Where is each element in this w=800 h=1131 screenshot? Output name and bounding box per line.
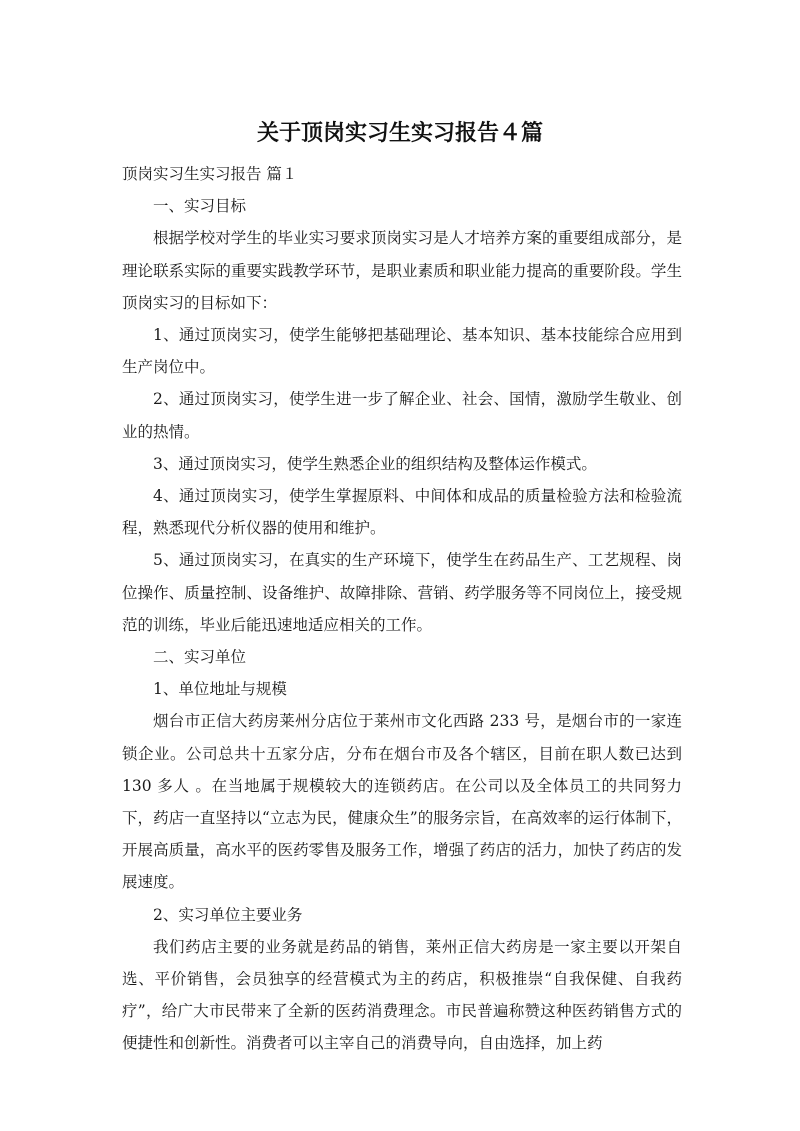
- paragraph: 烟台市正信大药房莱州分店位于莱州市文化西路 233 号，是烟台市的一家连锁企业。公司总共十五家分店，分布在烟台市及各个辖区，目前在职人数已达到 130 多人 。在当地属于规模较大的连锁药店。在公司以及全体员工的共同努力下，药店一直坚持以“立志为民，健康众生”的服务宗旨，在高效率的运行体制下，开展高质量，高水平的医药零售及服务工作，增强了药店的活力，加快了药店的发展速度。: [122, 712, 682, 892]
- paragraph: 4、通过顶岗实习，使学生掌握原料、中间体和成品的质量检验方法和检验流程，熟悉现代分析仪器的使用和维护。: [122, 487, 682, 538]
- document-body: [122, 158, 682, 1060]
- section-heading: 顶岗实习生实习报告 篇１: [122, 165, 298, 183]
- paragraph: 根据学校对学生的毕业实习要求顶岗实习是人才培养方案的重要组成部分，是理论联系实际的重要实践教学环节，是职业素质和职业能力提高的重要阶段。学生顶岗实习的目标如下：: [122, 229, 682, 312]
- paragraph: 3、通过顶岗实习，使学生熟悉企业的组织结构及整体运作模式。: [153, 454, 597, 473]
- paragraph: 我们药店主要的业务就是药品的销售，莱州正信大药房是一家主要以开架自选、平价销售，会员独享的经营模式为主的药店，积极推崇“自我保健、自我药疗”，给广大市民带来了全新的医药消费理念。市民普遍称赞这种医药销售方式的便捷性和创新性。消费者可以主宰自己的消费导向，自由选择，加上药: [122, 937, 682, 1053]
- paragraph-subheading: 1、单位地址与规模: [153, 680, 287, 699]
- paragraph: 2、通过顶岗实习，使学生进一步了解企业、社会、国情，激励学生敬业、创业的热情。: [122, 390, 682, 441]
- paragraph: 1、通过顶岗实习，使学生能够把基础理论、基本知识、基本技能综合应用到生产岗位中。: [122, 326, 682, 377]
- document-title: 关于顶岗实习生实习报告４篇: [256, 121, 543, 146]
- paragraph-subheading: 2、实习单位主要业务: [153, 905, 303, 924]
- paragraph-heading-goal: 一、实习目标: [153, 197, 247, 216]
- paragraph: 5、通过顶岗实习，在真实的生产环境下，使学生在药品生产、工艺规程、岗位操作、质量控制、设备维护、故障排除、营销、药学服务等不同岗位上，接受规范的训练，毕业后能迅速地适应相关的工作。: [122, 551, 682, 634]
- paragraph-heading-unit: 二、实习单位: [153, 648, 247, 667]
